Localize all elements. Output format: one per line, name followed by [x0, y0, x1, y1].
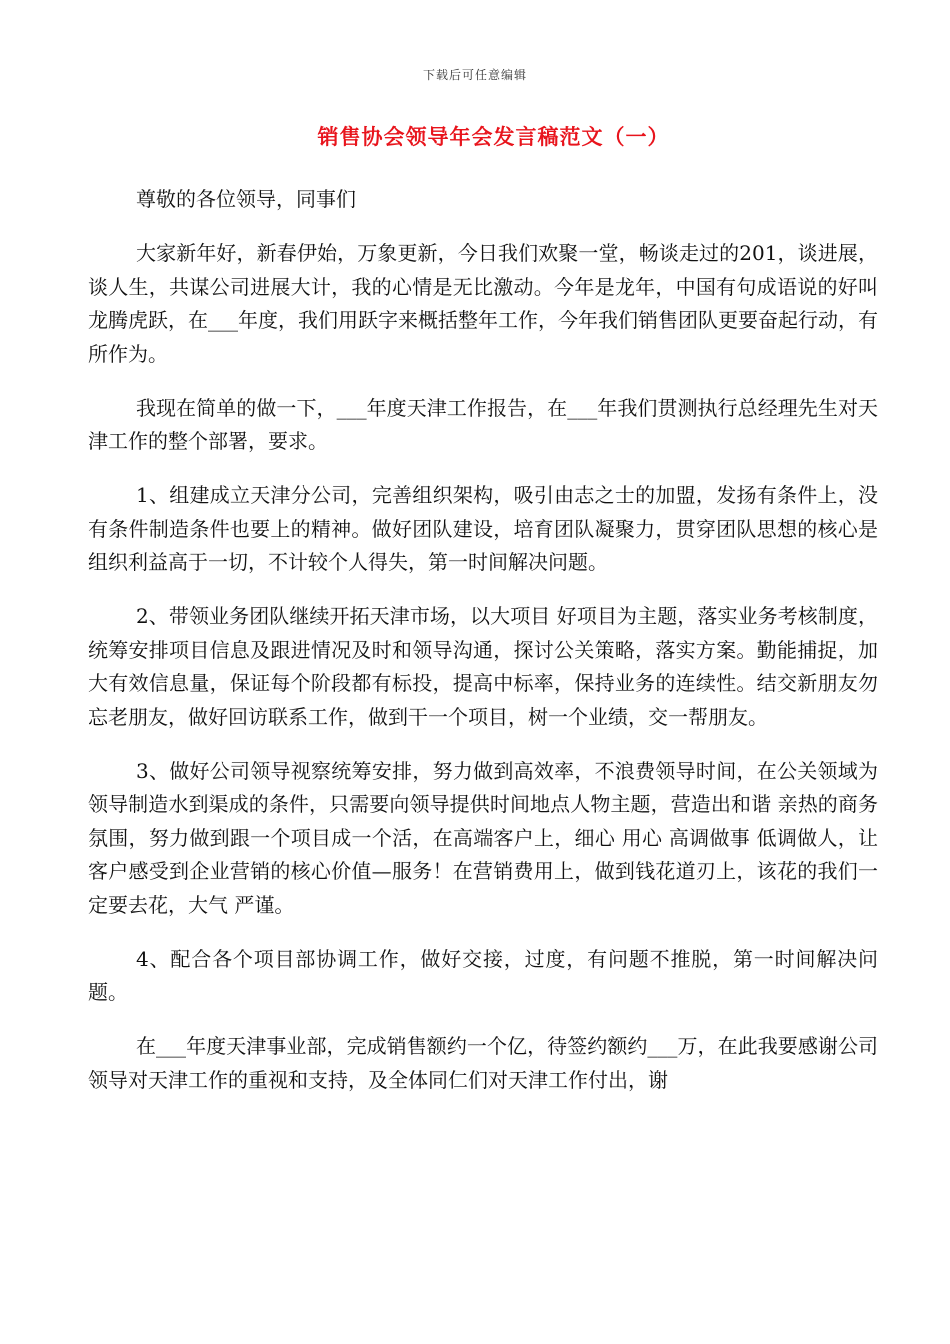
paragraph-item-1: 1、组建成立天津分公司，完善组织架构，吸引由志之士的加盟，发扬有条件上，没有条件制造条件也要上的精神。做好团队建设，培育团队凝聚力，贯穿团队思想的核心是 组织利益高于一切，不计较个人得失，第一时间解决问题。 — [88, 483, 878, 574]
paragraph-item-3: 3、做好公司领导视察统筹安排，努力做到高效率，不浪费领导时间，在公关领域为领导制造水到渠成的条件，只需要向领导提供时间地点人物主题，营造出和谐 亲热的商务氛围，努力做到跟一个项目成一个活，在高端客户上，细心 用心 高调做事 低调做人，让客户感受到企业营销的核心价值—服务！在营销费用上，做到钱花道刃上，该花的我们一定要去花，大气 严谨。 — [88, 758, 878, 917]
paragraph-report-intro: 我现在简单的做一下，___年度天津工作报告，在___年我们贯测执行总经理先生对天津工作的整个部署，要求。 — [88, 395, 878, 453]
document-body — [88, 183, 878, 1118]
paragraph-item-4: 4、配合各个项目部协调工作，做好交接，过度，有问题不推脱，第一时间解决问题。 — [88, 946, 878, 1004]
paragraph-results: 在___年度天津事业部，完成销售额约一个亿，待签约额约___万，在此我要感谢公司领导对天津工作的重视和支持，及全体同仁们对天津工作付出，谢 — [88, 1034, 878, 1092]
header-note: 下载后可任意编辑 — [422, 68, 527, 82]
paragraph-opening: 大家新年好，新春伊始，万象更新，今日我们欢聚一堂，畅谈走过的201，谈进展，谈人生，共谋公司进展大计，我的心情是无比激动。今年是龙年，中国有句成语说的好叫龙腾虎跃，在___年度，我们用跃字来概括整年工作，今年我们销售团队更要奋起行动，有所作为。 — [88, 241, 878, 366]
paragraph-salutation: 尊敬的各位领导，同事们 — [136, 187, 356, 211]
paragraph-item-2: 2、带领业务团队继续开拓天津市场，以大项目 好项目为主题，落实业务考核制度，统筹安排项目信息及跟进情况及时和领导沟通，探讨公关策略，落实方案。勤能捕捉，加大有效信息量，保证每个阶段都有标投，提高中标率，保持业务的连续性。结交新朋友勿忘老朋友，做好回访联系工作，做到干一个项目，树一个业绩，交一帮朋友。 — [88, 604, 878, 729]
document-title: 销售协会领导年会发言稿范文（一） — [317, 124, 670, 149]
